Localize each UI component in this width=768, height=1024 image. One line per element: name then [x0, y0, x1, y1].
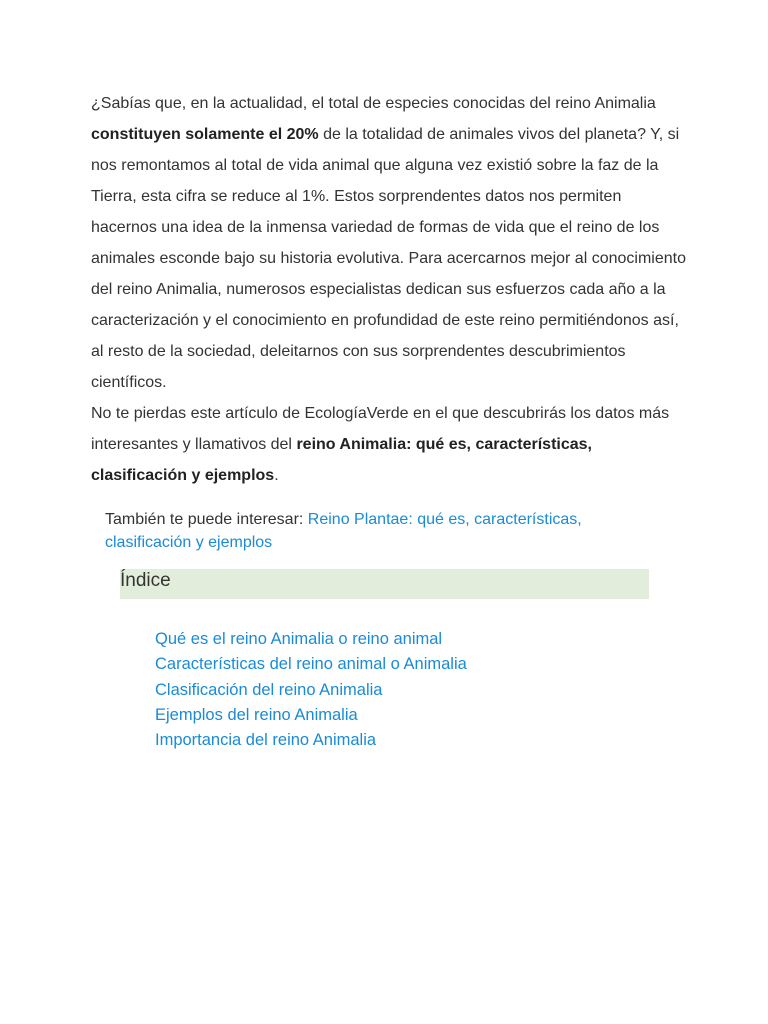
teaser-text-start: No te pierdas este artículo de EcologíaVerde en el que descubrirás los datos más interesantes y llamativos del	[91, 405, 670, 453]
index-item-ejemplos	[155, 703, 467, 728]
intro-text-start: ¿Sabías que, en la actualidad, el total de especies conocidas del reino Animalia	[91, 95, 656, 112]
related-prefix: También te puede interesar:	[105, 511, 308, 528]
index-link-que-es[interactable]: Qué es el reino Animalia o reino animal	[155, 630, 443, 648]
article-teaser-paragraph	[91, 398, 691, 491]
index-item-importancia	[155, 728, 467, 753]
intro-highlight: constituyen solamente el 20%	[91, 126, 319, 143]
index-header	[120, 569, 649, 599]
teaser-text-end: .	[274, 467, 279, 484]
intro-text-rest: de la totalidad de animales vivos del planeta? Y, si nos remontamos al total de vida animal que alguna vez existió sobre la faz de la Tierra, esta cifra se reduce al 1%. Estos sorprendentes datos nos permiten hacernos una idea de la inmensa variedad de formas de vida que el reino de los animales esconde bajo su historia evolutiva. Para acercarnos mejor al conocimiento del reino Animalia, numerosos especialistas dedican sus esfuerzos cada año a la caracterización y el conocimiento en profundidad de este reino permitiéndonos así, al resto de la sociedad, deleitarnos con sus sorprendentes descubrimientos científicos.	[91, 126, 686, 391]
teaser-highlight: reino Animalia: qué es, características, clasificación y ejemplos	[91, 436, 592, 484]
index-title: Índice	[120, 570, 171, 591]
index-link-caracteristicas[interactable]: Características del reino animal o Animalia	[155, 655, 467, 674]
index-link-ejemplos[interactable]: Ejemplos del reino Animalia	[155, 705, 358, 724]
intro-paragraph	[91, 88, 691, 398]
index-link-importancia[interactable]: Importancia del reino Animalia	[155, 731, 377, 750]
index-item-que-es	[155, 627, 467, 652]
index-item-caracteristicas	[155, 652, 467, 677]
article-body	[91, 88, 691, 491]
index-list	[155, 627, 467, 753]
index-link-clasificacion[interactable]: Clasificación del reino Animalia	[155, 680, 383, 699]
related-article	[105, 508, 625, 554]
index-item-clasificacion	[155, 678, 467, 703]
related-article-link[interactable]: Reino Plantae: qué es, características, clasificación y ejemplos	[105, 511, 582, 551]
